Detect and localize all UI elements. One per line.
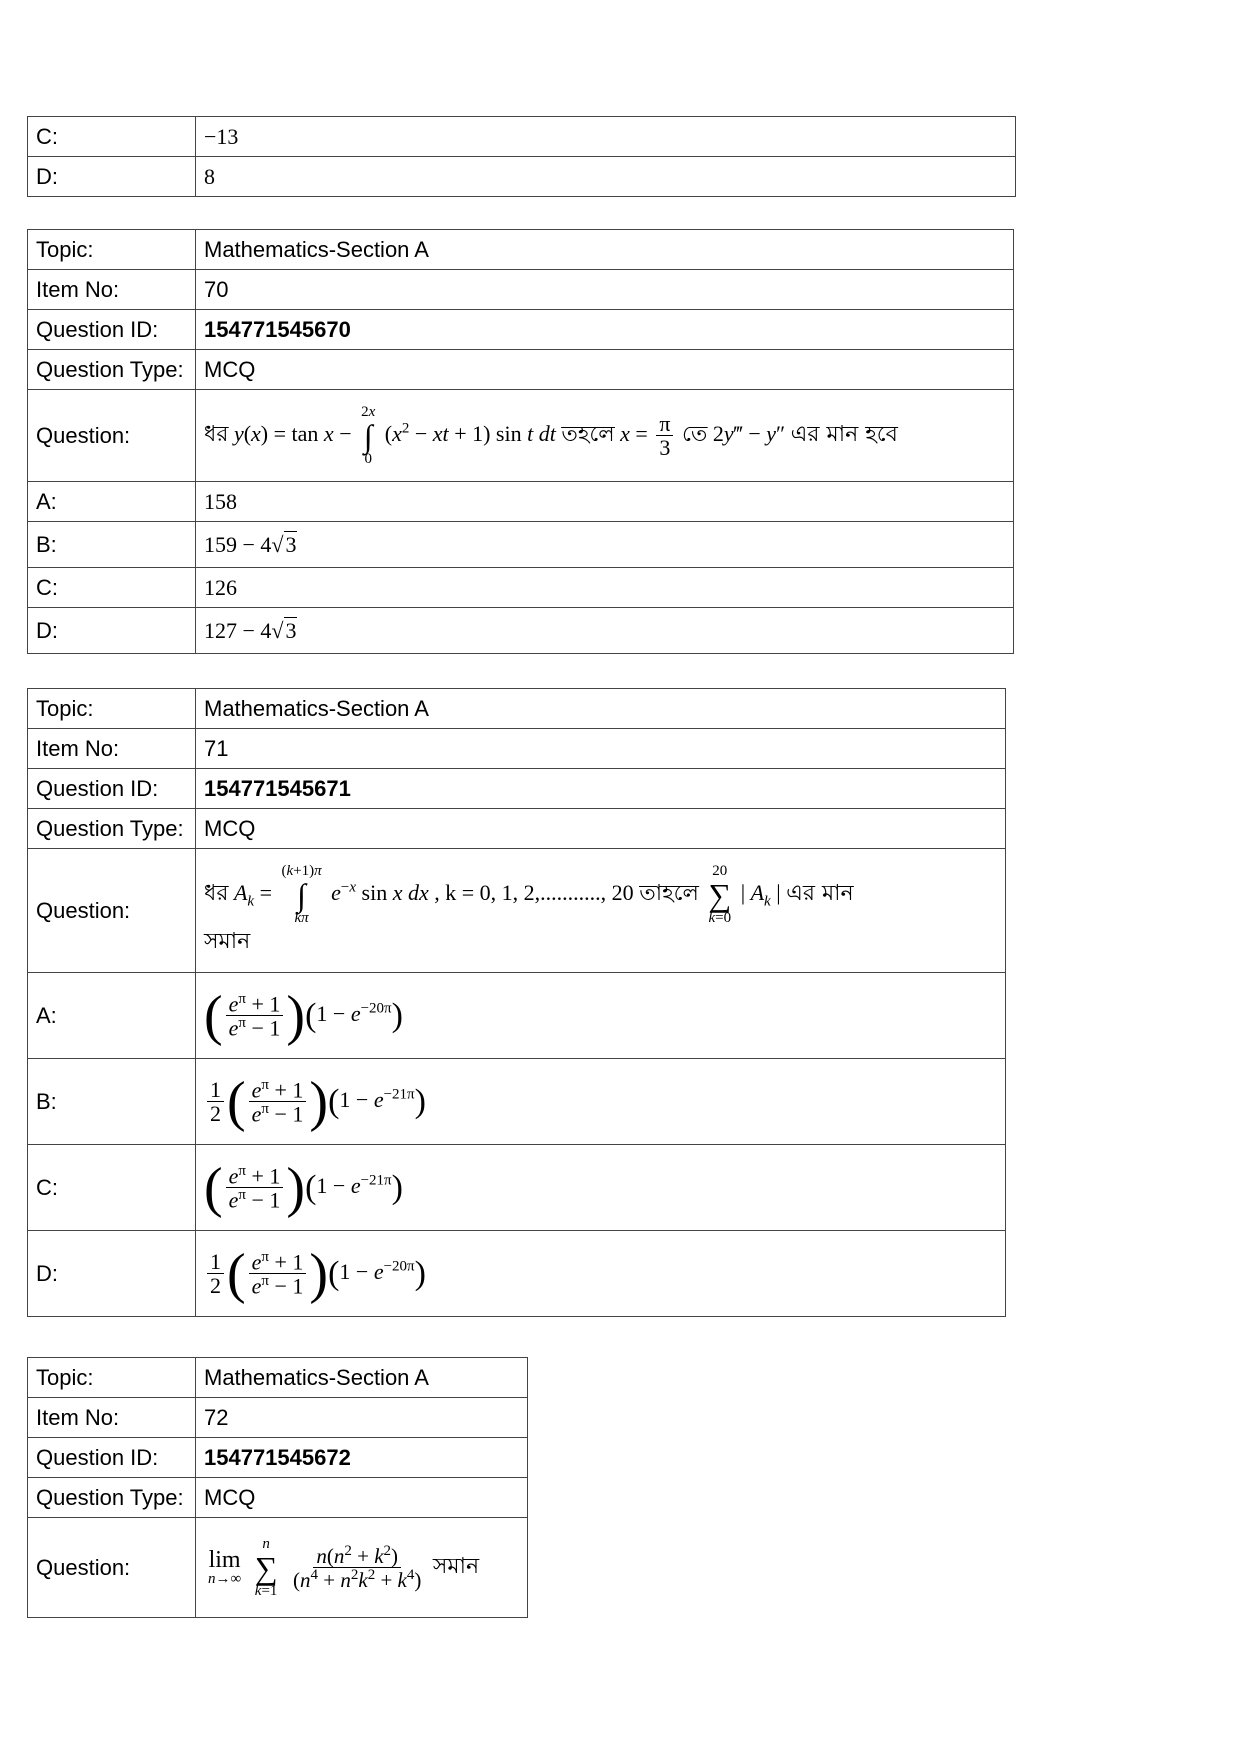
option-label: D: <box>28 608 196 654</box>
integral-symbol: 2x ∫ 0 <box>361 403 376 467</box>
question-id-label: Question ID: <box>28 1438 196 1478</box>
topic-value: Mathematics-Section A <box>196 1358 528 1398</box>
question-word: সমান <box>204 928 251 954</box>
topic-value: Mathematics-Section A <box>196 230 1014 270</box>
option-label: D: <box>28 157 196 197</box>
item-no-value: 71 <box>196 729 1006 769</box>
question-id-value: 154771545670 <box>196 310 1014 350</box>
math-fraction: $\frac{n(n^2 + k^2)}{(n^4 + n^2k^2 + k^4)}$ <box>293 1542 422 1592</box>
question-table-69-tail <box>27 116 1016 197</box>
math-expression: $A_k$ = (k+1)π ∫ kπ $e^{-x}$ sin x dx , <box>233 862 446 926</box>
item-no-label: Item No: <box>28 270 196 310</box>
question-label: Question: <box>28 390 196 482</box>
option-label: D: <box>28 1231 196 1317</box>
question-id-label: Question ID: <box>28 310 196 350</box>
item-no-value: 72 <box>196 1398 528 1438</box>
option-value: −13 <box>196 117 1016 157</box>
option-c-value: 126 <box>196 568 1014 608</box>
topic-label: Topic: <box>28 1358 196 1398</box>
option-label: C: <box>28 1145 196 1231</box>
question-type-value: MCQ <box>196 350 1014 390</box>
question-body <box>196 1518 528 1618</box>
question-word: তাহলে <box>639 880 699 906</box>
question-word: এর মান <box>786 880 854 906</box>
question-word: এর মান হবে <box>790 421 898 447</box>
item-no-label: Item No: <box>28 729 196 769</box>
question-type-label: Question Type: <box>28 809 196 849</box>
item-no-label: Item No: <box>28 1398 196 1438</box>
option-a-value: ( $\frac{e^\pi + 1}{e^\pi - 1}$ )$(1 - e^{-20\pi})$ <box>196 973 1006 1059</box>
question-word: ধর <box>204 880 229 906</box>
sum-symbol: n ∑ k=1 <box>254 1535 278 1599</box>
question-table-71 <box>27 688 1006 1317</box>
question-label: Question: <box>28 849 196 973</box>
topic-value: Mathematics-Section A <box>196 689 1006 729</box>
question-id-value: 154771545671 <box>196 769 1006 809</box>
k-range: k = 0, 1, 2,..........., 20 <box>445 879 634 905</box>
math-expression: y(x) = tan x − 2x ∫ 0 ($x^2$ − xt + 1) sin t dt <box>233 403 556 467</box>
item-no-value: 70 <box>196 270 1014 310</box>
integral-symbol: (k+1)π ∫ kπ <box>281 862 322 926</box>
option-b-value: 159 − 4√3 <box>196 522 1014 568</box>
topic-label: Topic: <box>28 230 196 270</box>
option-label: A: <box>28 973 196 1059</box>
topic-label: Topic: <box>28 689 196 729</box>
question-table-70 <box>27 229 1014 654</box>
option-label: C: <box>28 568 196 608</box>
limit-symbol: lim n→∞ <box>208 1547 242 1587</box>
option-label: B: <box>28 1059 196 1145</box>
question-body <box>196 390 1014 482</box>
question-type-label: Question Type: <box>28 350 196 390</box>
question-type-value: MCQ <box>196 809 1006 849</box>
option-row-c <box>28 117 1016 157</box>
question-word: তহলে <box>561 421 615 447</box>
question-body <box>196 849 1006 973</box>
question-word: ধর <box>204 421 229 447</box>
question-label: Question: <box>28 1518 196 1618</box>
question-id-label: Question ID: <box>28 769 196 809</box>
question-type-value: MCQ <box>196 1478 528 1518</box>
option-d-value: 127 − 4√3 <box>196 608 1014 654</box>
option-b-value: $\frac{1}{2}$ ( $\frac{e^\pi + 1}{e^\pi - 1}$ )$(1 - e^{-21\pi})$ <box>196 1059 1006 1145</box>
question-type-label: Question Type: <box>28 1478 196 1518</box>
option-label: C: <box>28 117 196 157</box>
question-word: তে <box>681 421 708 447</box>
question-word: সমান <box>432 1553 480 1579</box>
math-expression: x = $\frac{\pi}{3}$ <box>620 421 676 446</box>
math-expression: | $A_k$ | <box>740 879 781 910</box>
question-id-value: 154771545672 <box>196 1438 528 1478</box>
option-c-value: ( $\frac{e^\pi + 1}{e^\pi - 1}$ )$(1 - e^{-21\pi})$ <box>196 1145 1006 1231</box>
question-table-72 <box>27 1357 528 1618</box>
option-label: A: <box>28 482 196 522</box>
option-row-d <box>28 157 1016 197</box>
math-expression: 2y‴ − y″ <box>712 420 786 446</box>
option-label: B: <box>28 522 196 568</box>
sum-symbol: 20 ∑ k=0 <box>708 862 732 926</box>
option-value: 8 <box>196 157 1016 197</box>
option-a-value: 158 <box>196 482 1014 522</box>
option-d-value: $\frac{1}{2}$ ( $\frac{e^\pi + 1}{e^\pi - 1}$ )$(1 - e^{-20\pi})$ <box>196 1231 1006 1317</box>
